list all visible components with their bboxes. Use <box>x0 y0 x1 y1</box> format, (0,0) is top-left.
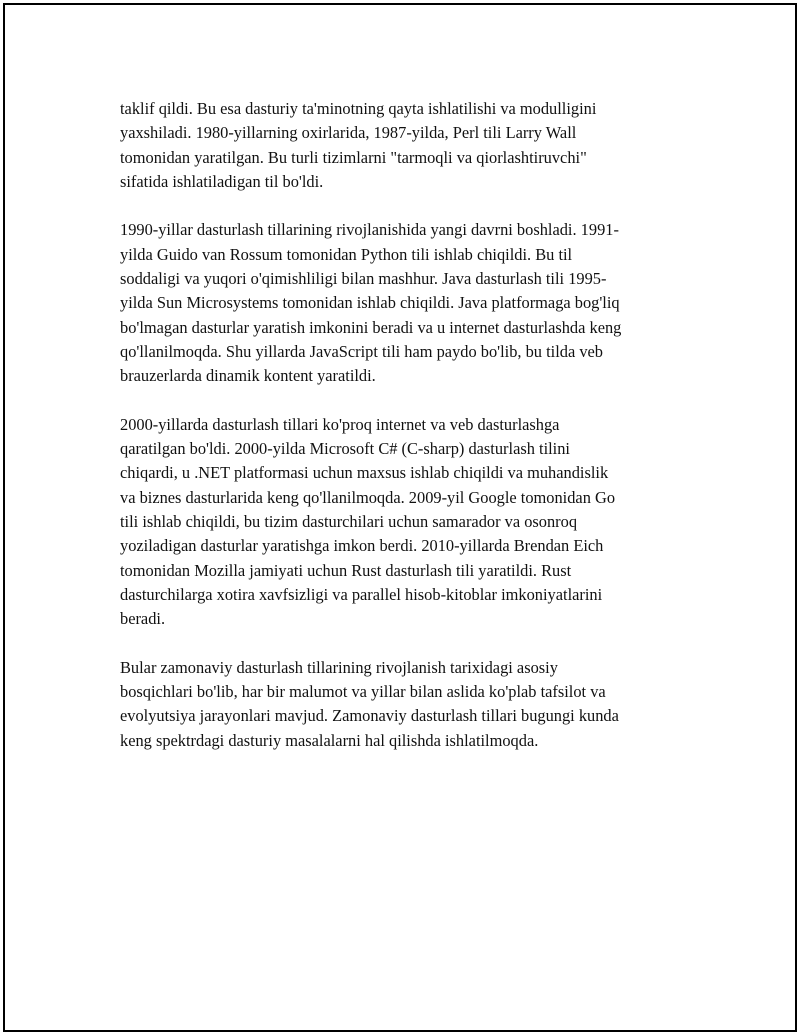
text-line: yaxshiladi. 1980-yillarning oxirlarida, 1987-yilda, Perl tili Larry Wall <box>120 123 577 143</box>
text-line: 2000-yillarda dasturlash tillari ko'proq internet va veb dasturlashga <box>120 414 560 434</box>
text-line: bosqichlari bo'lib, har bir malumot va yillar bilan aslida ko'plab tafsilot va <box>120 682 606 702</box>
text-line: tili ishlab chiqildi, bu tizim dasturchilari uchun samarador va osonroq <box>120 512 578 532</box>
text-line: yilda Guido van Rossum tomonidan Python tili ishlab chiqildi. Bu til <box>120 244 573 264</box>
text-line: dasturchilarga xotira xavfsizligi va parallel hisob-kitoblar imkoniyatlarini <box>120 584 603 604</box>
text-line: yoziladigan dasturlar yaratishga imkon berdi. 2010-yillarda Brendan Eich <box>120 536 604 556</box>
text-line: yilda Sun Microsystems tomonidan ishlab chiqildi. Java platformaga bog'liq <box>120 293 620 313</box>
text-line: 1990-yillar dasturlash tillarining rivojlanishida yangi davrni boshladi. 1991- <box>120 220 619 240</box>
paragraph <box>120 97 690 194</box>
text-line: soddaligi va yuqori o'qimishliligi bilan mashhur. Java dasturlash tili 1995- <box>120 269 607 289</box>
text-line: sifatida ishlatiladigan til bo'ldi. <box>120 171 324 191</box>
text-line: taklif qildi. Bu esa dasturiy ta'minotning qayta ishlatilishi va modulligini <box>120 99 597 118</box>
page-frame <box>3 3 797 1032</box>
paragraph <box>120 656 690 753</box>
text-line: brauzerlarda dinamik kontent yaratildi. <box>120 366 376 386</box>
text-line: bo'lmagan dasturlar yaratish imkonini beradi va u internet dasturlashda keng <box>120 317 622 337</box>
text-line: tomonidan yaratilgan. Bu turli tizimlarni "tarmoqli va qiorlashtiruvchi" <box>120 147 587 167</box>
text-line: beradi. <box>120 609 166 629</box>
text-line: va biznes dasturlarida keng qo'llanilmoqda. 2009-yil Google tomonidan Go <box>120 487 616 507</box>
text-line: Bular zamonaviy dasturlash tillarining rivojlanish tarixidagi asosiy <box>120 657 558 677</box>
paragraph <box>120 218 690 388</box>
text-line: qo'llanilmoqda. Shu yillarda JavaScript tili ham paydo bo'lib, bu tilda veb <box>120 341 603 361</box>
text-line: evolyutsiya jarayonlari mavjud. Zamonaviy dasturlash tillari bugungi kunda <box>120 706 619 726</box>
document-body <box>120 97 690 777</box>
text-line: tomonidan Mozilla jamiyati uchun Rust dasturlash tili yaratildi. Rust <box>120 560 572 580</box>
text-line: chiqardi, u .NET platformasi uchun maxsus ishlab chiqildi va muhandislik <box>120 463 609 483</box>
text-line: qaratilgan bo'ldi. 2000-yilda Microsoft C# (C-sharp) dasturlash tilini <box>120 439 570 459</box>
text-line: keng spektrdagi dasturiy masalalarni hal qilishda ishlatilmoqda. <box>120 730 539 750</box>
paragraph <box>120 413 690 632</box>
